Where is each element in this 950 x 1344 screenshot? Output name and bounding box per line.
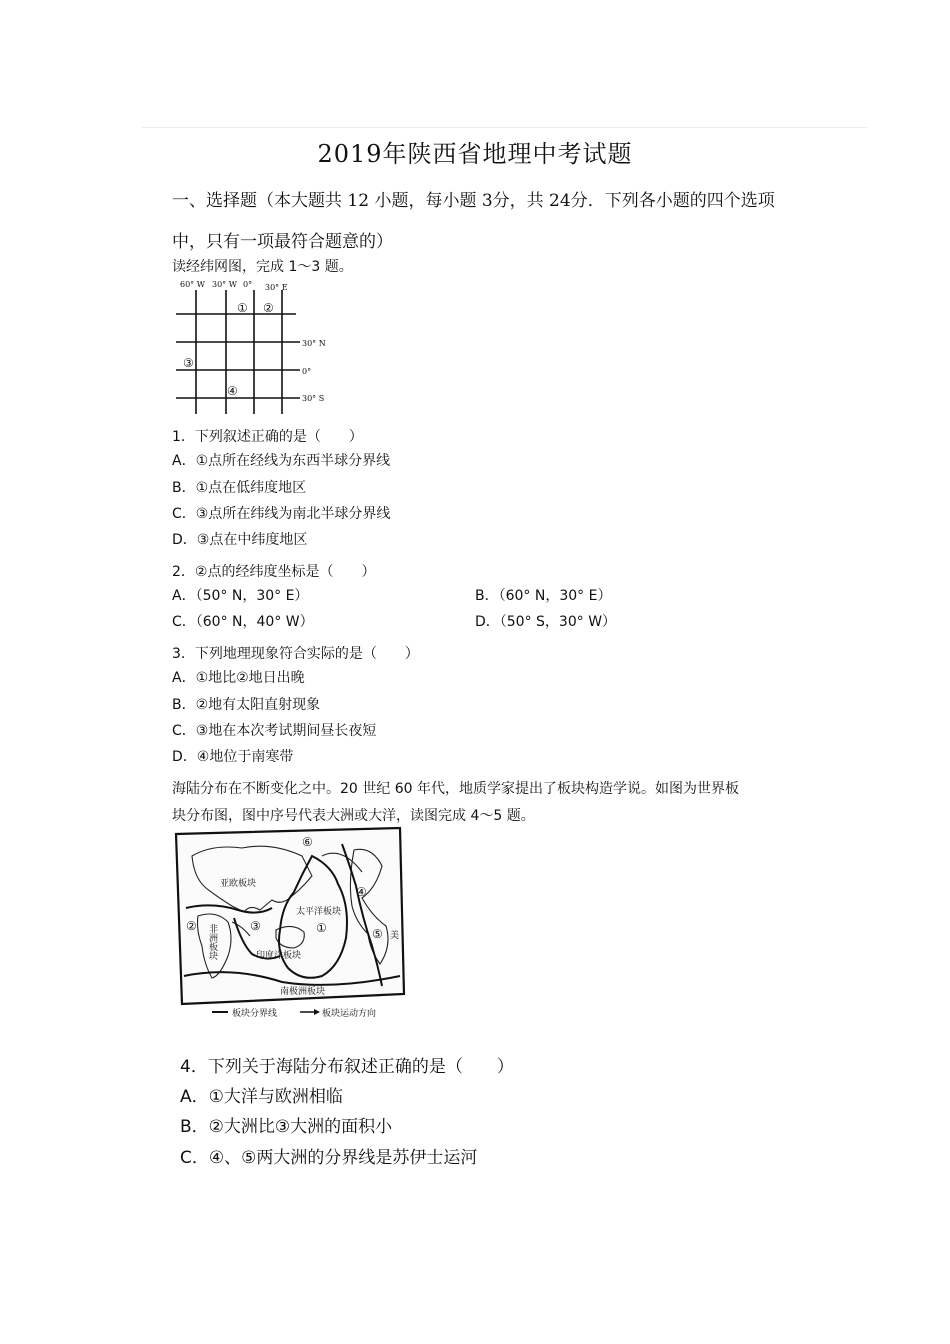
label-30s: 30° S xyxy=(302,394,325,403)
label-antarctic-plate: 南极洲板块 xyxy=(280,987,326,997)
point-4: ④ xyxy=(227,384,238,398)
q3-option-d: D．④地位于南寒带 xyxy=(172,749,294,765)
map-number-2: ② xyxy=(186,919,197,933)
label-0-meridian: 0° xyxy=(243,280,253,289)
point-3: ③ xyxy=(183,356,194,370)
header-rule xyxy=(142,127,868,128)
label-african-plate: 非洲板块 xyxy=(207,924,217,960)
q4-option-b: B．②大洲比③大洲的面积小 xyxy=(180,1117,393,1137)
lat-long-grid-figure xyxy=(172,278,332,418)
label-eurasian-plate: 亚欧板块 xyxy=(220,879,257,889)
q4-option-a: A．①大洋与欧洲相临 xyxy=(180,1087,343,1107)
q3-option-b: B．②地有太阳直射现象 xyxy=(172,697,321,713)
q2-option-b: B．（60° N，30° E） xyxy=(475,588,612,604)
map-number-4: ④ xyxy=(356,885,367,899)
label-pacific-plate: 太平洋板块 xyxy=(296,907,342,917)
map-number-3: ③ xyxy=(250,919,261,933)
map-number-1: ① xyxy=(316,921,327,935)
q4-stem: 4．下列关于海陆分布叙述正确的是（ ） xyxy=(180,1057,514,1077)
plate-map-figure xyxy=(172,826,412,1022)
label-equator: 0° xyxy=(302,367,312,376)
page-title: 2019年陕西省地理中考试题 xyxy=(317,140,633,168)
legend-arrowhead-icon xyxy=(314,1009,320,1015)
intro-grid: 读经纬网图，完成 1～3 题。 xyxy=(172,259,353,275)
q3-option-c: C．③地在本次考试期间昼长夜短 xyxy=(172,723,377,739)
map-number-6: ⑥ xyxy=(302,835,313,849)
legend-boundary: 板块分界线 xyxy=(232,1009,278,1019)
label-60w: 60° W xyxy=(180,280,205,289)
map-number-5: ⑤ xyxy=(372,927,383,941)
intro-plates-line2: 块分布图，图中序号代表大洲或大洋，读图完成 4～5 题。 xyxy=(172,808,535,824)
q3-stem: 3．下列地理现象符合实际的是（ ） xyxy=(172,646,419,662)
q1-option-c: C．③点所在纬线为南北半球分界线 xyxy=(172,506,391,522)
q2-option-c: C．（60° N，40° W） xyxy=(172,614,314,630)
point-2: ② xyxy=(263,301,274,315)
label-30w: 30° W xyxy=(212,280,237,289)
q3-option-a: A．①地比②地日出晚 xyxy=(172,670,305,686)
legend-motion: 板块运动方向 xyxy=(322,1009,377,1019)
q2-option-a: A．（50° N，30° E） xyxy=(172,588,309,604)
q4-option-c: C．④、⑤两大洲的分界线是苏伊士运河 xyxy=(180,1148,478,1168)
point-1: ① xyxy=(237,301,248,315)
intro-plates-line1: 海陆分布在不断变化之中。20 世纪 60 年代，地质学家提出了板块构造学说。如图为世界板 xyxy=(172,781,739,797)
label-30n: 30° N xyxy=(302,339,326,348)
q1-option-d: D．③点在中纬度地区 xyxy=(172,532,308,548)
label-30e: 30° E xyxy=(265,283,288,292)
label-america-plate: 美 xyxy=(390,931,400,941)
section-heading-line1: 一、选择题（本大题共 12 小题，每小题 3分，共 24分．下列各小题的四个选项 xyxy=(172,191,775,211)
q1-option-b: B．①点在低纬度地区 xyxy=(172,480,307,496)
q2-option-d: D．（50° S，30° W） xyxy=(475,614,617,630)
section-heading-line2: 中，只有一项最符合题意的） xyxy=(172,232,393,252)
q2-stem: 2．②点的经纬度坐标是（ ） xyxy=(172,564,376,580)
q1-stem: 1．下列叙述正确的是（ ） xyxy=(172,429,363,445)
label-indian-plate: 印度洋板块 xyxy=(256,951,302,961)
q1-option-a: A．①点所在经线为东西半球分界线 xyxy=(172,453,391,469)
